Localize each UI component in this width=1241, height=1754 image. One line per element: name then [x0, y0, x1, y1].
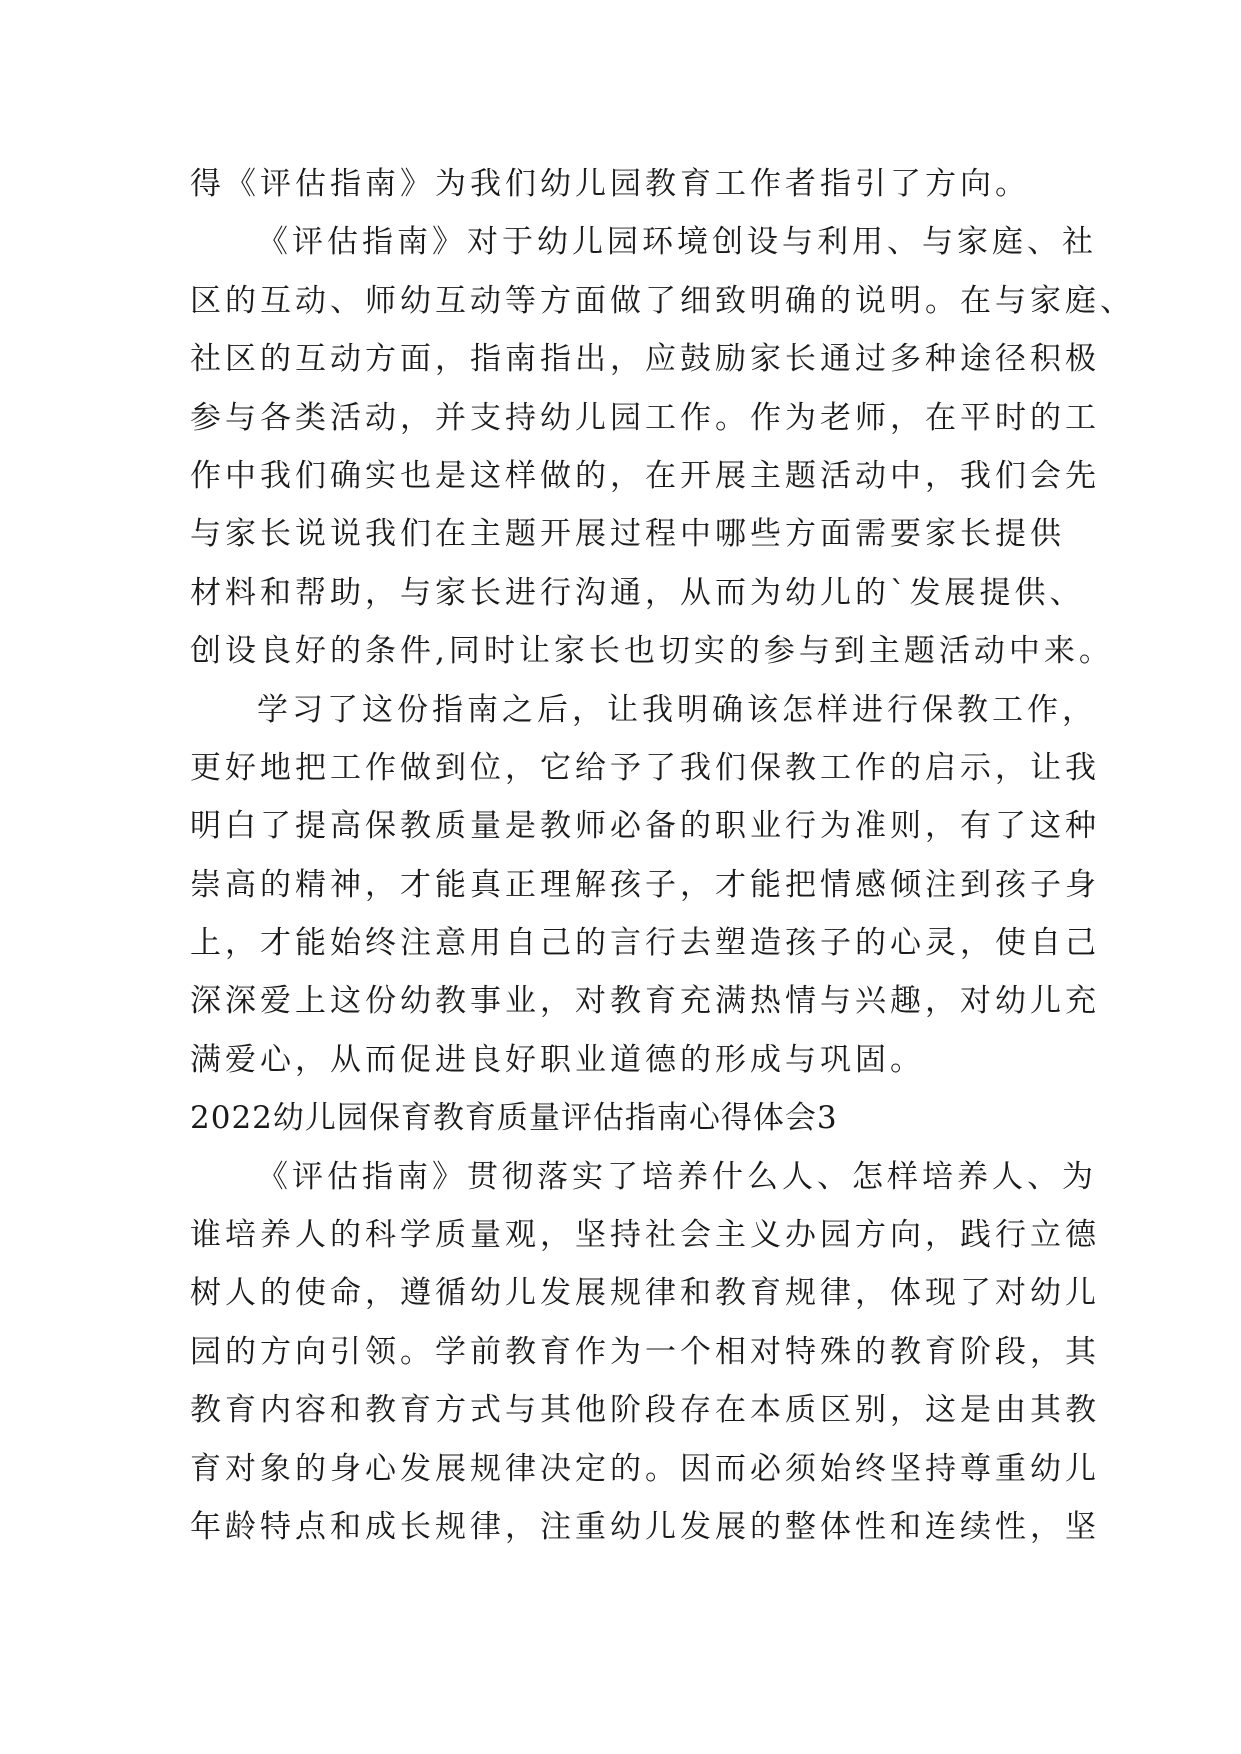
- text-line: 作中我们确实也是这样做的，在开展主题活动中，我们会先: [190, 457, 1100, 494]
- text-line: 年龄特点和成长规律，注重幼儿发展的整体性和连续性，坚: [190, 1508, 1100, 1545]
- text-line: 深深爱上这份幼教事业，对教育充满热情与兴趣，对幼儿充: [190, 983, 1100, 1020]
- text-line: 崇高的精神，才能真正理解孩子，才能把情感倾注到孩子身: [190, 866, 1100, 903]
- text-line: 上，才能始终注意用自己的言行去塑造孩子的心灵，使自己: [190, 925, 1100, 962]
- text-line: 得《评估指南》为我们幼儿园教育工作者指引了方向。: [190, 166, 1030, 202]
- document-body: [190, 155, 1135, 1556]
- text-line: 更好地把工作做到位，它给予了我们保教工作的启示，让我: [190, 749, 1100, 786]
- text-line: 树人的使命，遵循幼儿发展规律和教育规律，体现了对幼儿: [190, 1275, 1100, 1312]
- text-line: 材料和帮助，与家长进行沟通，从而为幼儿的`发展提供、: [190, 574, 1085, 611]
- section-heading: 2022幼儿园保育教育质量评估指南心得体会3: [190, 1100, 838, 1137]
- text-line: 区的互动、师幼互动等方面做了细致明确的说明。在与家庭、: [190, 282, 1135, 319]
- text-line: 谁培养人的科学质量观，坚持社会主义办园方向，践行立德: [190, 1217, 1100, 1254]
- text-line: 社区的互动方面，指南指出，应鼓励家长通过多种途径积极: [190, 341, 1100, 378]
- paragraph-start-line: 《评估指南》对于幼儿园环境创设与利用、与家庭、社: [257, 224, 1097, 261]
- text-line: 参与各类活动，并支持幼儿园工作。作为老师，在平时的工: [190, 399, 1100, 436]
- text-line: 满爱心，从而促进良好职业道德的形成与巩固。: [190, 1041, 925, 1078]
- text-line: 园的方向引领。学前教育作为一个相对特殊的教育阶段，其: [190, 1333, 1100, 1370]
- text-line: 教育内容和教育方式与其他阶段存在本质区别，这是由其教: [190, 1392, 1100, 1429]
- paragraph-start-line: 《评估指南》贯彻落实了培养什么人、怎样培养人、为: [257, 1158, 1097, 1195]
- text-line: 明白了提高保教质量是教师必备的职业行为准则，有了这种: [190, 808, 1100, 845]
- paragraph-start-line: 学习了这份指南之后，让我明确该怎样进行保教工作，: [257, 691, 1097, 728]
- text-line: 创设良好的条件,同时让家长也切实的参与到主题活动中来。: [190, 633, 1114, 670]
- text-line: 育对象的身心发展规律决定的。因而必须始终坚持尊重幼儿: [190, 1450, 1100, 1487]
- text-line: 与家长说说我们在主题开展过程中哪些方面需要家长提供: [190, 516, 1065, 553]
